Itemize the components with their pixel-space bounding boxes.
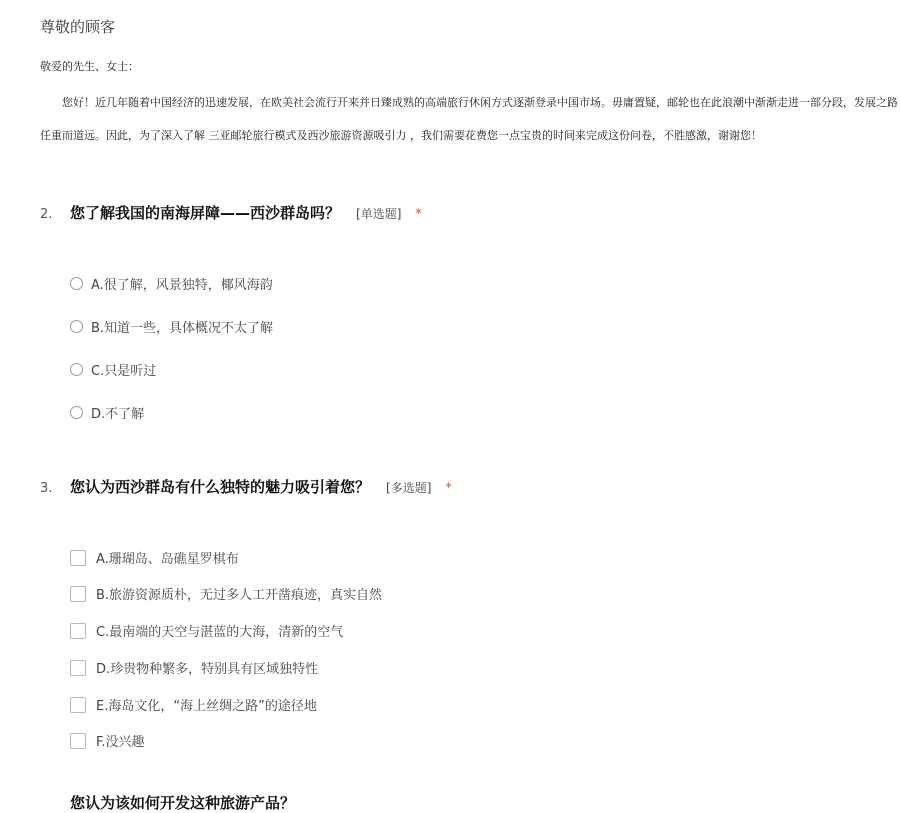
question-type-label: [多选题] (386, 481, 432, 495)
radio-button-icon[interactable] (70, 406, 83, 419)
question-title: 您了解我国的南海屏障——西沙群岛吗？ (70, 204, 341, 222)
option-label: A.珊瑚岛、岛礁星罗棋布 (96, 552, 239, 567)
radio-button-icon[interactable] (70, 277, 83, 290)
question-type-label: [单选题] (356, 207, 402, 221)
option-label: D.不了解 (91, 407, 145, 422)
option-label: B.知道一些，具体概况不太了解 (91, 321, 274, 336)
required-marker: * (415, 207, 422, 222)
question-number: 3. (40, 481, 53, 496)
option-label: B.旅游资源质朴，无过多人工开凿痕迹，真实自然 (96, 588, 383, 603)
checkbox-option-d[interactable] (70, 658, 318, 677)
checkbox-icon[interactable] (70, 697, 86, 713)
required-marker: * (445, 481, 452, 496)
checkbox-icon[interactable] (70, 586, 86, 602)
radio-option-c[interactable] (70, 360, 156, 379)
option-label: D.珍贵物种繁多，特别具有区域独特性 (96, 662, 319, 677)
checkbox-icon[interactable] (70, 660, 86, 676)
checkbox-option-a[interactable] (70, 548, 239, 567)
option-label: C.只是听过 (91, 364, 157, 379)
salutation: 敬爱的先生、女士： (40, 60, 139, 73)
checkbox-icon[interactable] (70, 623, 86, 639)
checkbox-option-e[interactable] (70, 695, 317, 714)
question-number: 2. (40, 207, 53, 222)
radio-button-icon[interactable] (70, 363, 83, 376)
option-label: F.没兴趣 (96, 735, 145, 750)
next-question-title-partial: 您认为该如何开发这种旅游产品？ (70, 794, 296, 812)
intro-paragraph: 您好！近几年随着中国经济的迅速发展，在欧美社会流行开来并日臻成熟的高端旅行休闲方式逐渐登录中国市场。毋庸置疑，邮轮也在此浪潮中渐渐走进一部分段，发展之路任重而道远。因此，为了深入了解 三亚邮轮旅行模式及西沙旅游资源吸引力 ，我们需要花费您一点宝贵的时间来完成这份问卷，不胜感激，谢谢您！ (40, 96, 898, 142)
radio-option-a[interactable] (70, 274, 273, 293)
checkbox-icon[interactable] (70, 550, 86, 566)
checkbox-option-c[interactable] (70, 621, 343, 640)
option-label: C.最南端的天空与湛蓝的大海，清新的空气 (96, 625, 344, 640)
radio-option-d[interactable] (70, 403, 144, 422)
question-title: 您认为西沙群岛有什么独特的魅力吸引着您？ (70, 478, 371, 496)
radio-option-b[interactable] (70, 317, 273, 336)
question-3-header (40, 476, 452, 497)
survey-greeting-title: 尊敬的顾客 (40, 18, 116, 36)
option-label: A.很了解，风景独特，椰风海韵 (91, 278, 273, 293)
checkbox-option-b[interactable] (70, 584, 382, 603)
checkbox-icon[interactable] (70, 733, 86, 749)
question-2-header (40, 202, 422, 223)
checkbox-option-f[interactable] (70, 731, 145, 750)
option-label: E.海岛文化，“海上丝绸之路”的途径地 (96, 699, 317, 714)
radio-button-icon[interactable] (70, 320, 83, 333)
